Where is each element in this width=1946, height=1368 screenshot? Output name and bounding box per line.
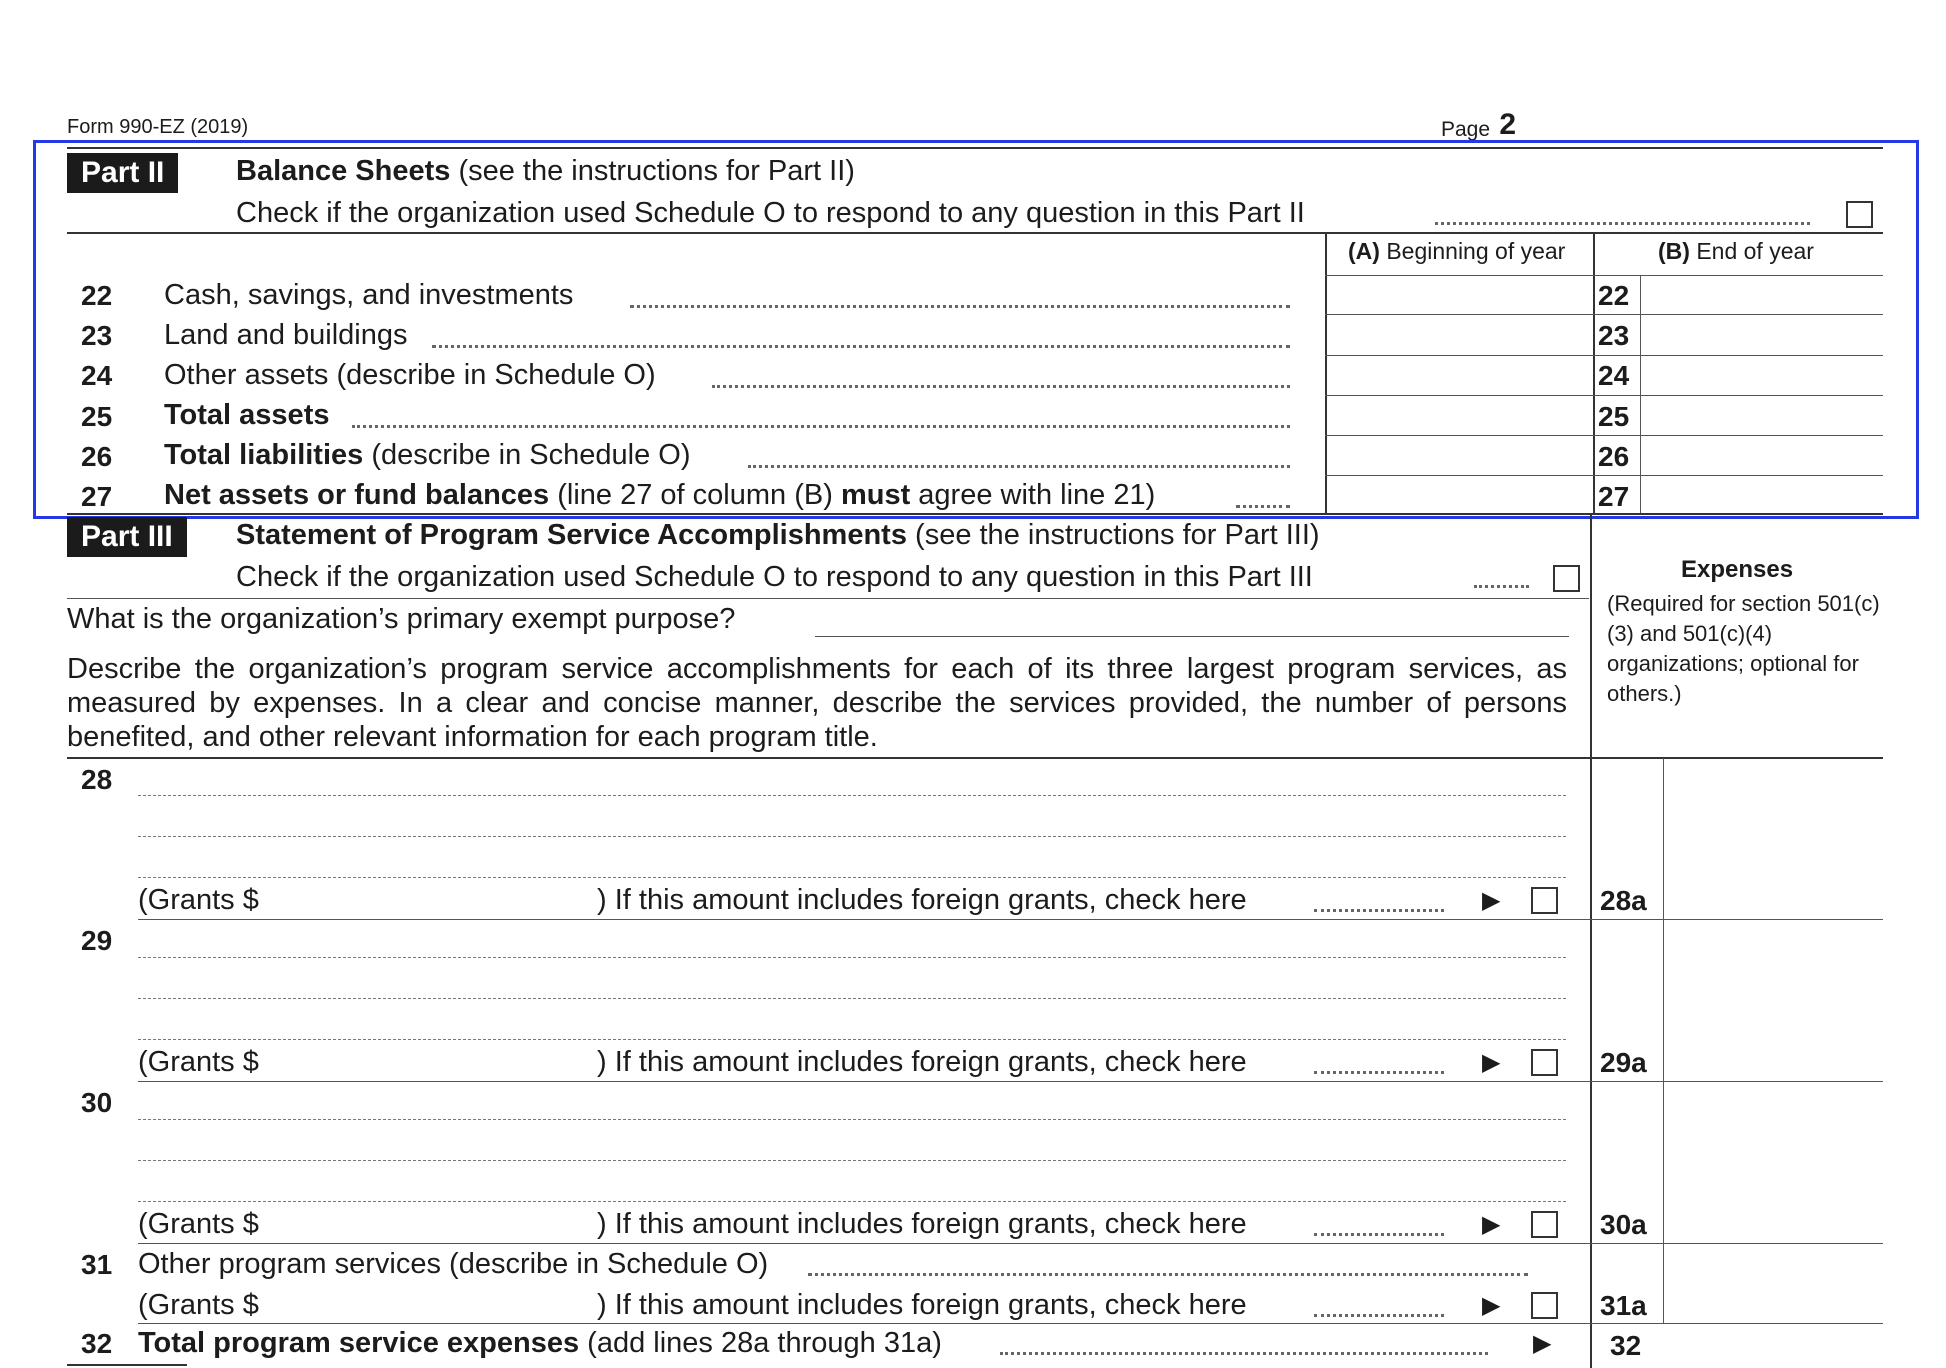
grants-suffix: ) If this amount includes foreign grants, check here: [597, 1208, 1247, 1240]
program-number: 30: [81, 1087, 113, 1118]
description-line[interactable]: [138, 1160, 1566, 1161]
box-number: 23: [1598, 320, 1630, 351]
grants-amount-field[interactable]: [262, 884, 592, 918]
expense-box-number: 29a: [1600, 1047, 1647, 1078]
expenses-column-rule: [1590, 515, 1592, 1368]
arrow-icon: ▶: [1482, 1211, 1501, 1238]
arrow-icon: ▶: [1482, 1292, 1501, 1319]
grants-suffix: ) If this amount includes foreign grants, check here: [597, 1289, 1247, 1321]
description-line[interactable]: [138, 836, 1566, 837]
part2-title-note: (see the instructions for Part II): [458, 155, 855, 187]
arrow-icon: ▶: [1533, 1330, 1552, 1357]
box-num-rule: [1663, 758, 1664, 920]
line-number: 23: [81, 320, 113, 351]
other-program-services-label: Other program services (describe in Schedule O): [138, 1248, 769, 1280]
box-number: 26: [1598, 441, 1630, 472]
total-label-bold: Total program service expenses: [138, 1327, 580, 1359]
line-number: 24: [81, 360, 113, 391]
grants-prefix: (Grants $: [138, 1046, 259, 1078]
line-number: 25: [81, 401, 113, 432]
line-label-rest: (describe in Schedule O): [371, 439, 691, 471]
primary-purpose-answer-line[interactable]: [815, 636, 1569, 637]
box-number: 24: [1598, 360, 1630, 391]
arrow-icon: ▶: [1482, 1049, 1501, 1076]
part2-title: Balance Sheets: [236, 155, 451, 187]
line-label-bold: Net assets or fund balances: [164, 479, 550, 511]
box-num-rule: [1663, 920, 1664, 1082]
expense-amount-cell[interactable]: [1665, 1246, 1881, 1322]
line-label-bold2: must: [840, 479, 911, 511]
part3-schedule-o-checkbox[interactable]: [1553, 565, 1580, 592]
leader-dots: [1474, 585, 1529, 588]
line-label-rest2: agree with line 21): [918, 479, 1156, 511]
line-number: 26: [81, 441, 113, 472]
description-line[interactable]: [138, 1201, 1566, 1202]
description-line[interactable]: [138, 1039, 1566, 1040]
box-num-rule: [1663, 1244, 1664, 1324]
foreign-grants-checkbox[interactable]: [1531, 1049, 1558, 1076]
program-number: 28: [81, 764, 113, 795]
expense-amount-cell[interactable]: [1665, 760, 1881, 918]
part3-schedule-check-text: Check if the organization used Schedule O to respond to any question in this Part III: [236, 561, 1313, 593]
part3-title-note: (see the instructions for Part III): [915, 519, 1320, 551]
arrow-icon: ▶: [1482, 887, 1501, 914]
box-number: 22: [1598, 280, 1630, 311]
line-label: Land and buildings: [164, 319, 408, 351]
row-rule: [138, 1081, 1883, 1082]
row-rule: [138, 1323, 1883, 1324]
box-num-rule: [1663, 1082, 1664, 1244]
grants-amount-field[interactable]: [262, 1289, 592, 1323]
total-program-expenses-label: [138, 1327, 942, 1360]
leader-dots: [808, 1273, 1528, 1276]
expense-box-number: 31a: [1600, 1290, 1647, 1321]
grants-prefix: (Grants $: [138, 884, 259, 916]
line-label-rest: (line 27 of column (B): [557, 479, 833, 511]
program-number: 31: [81, 1249, 113, 1280]
grants-prefix: (Grants $: [138, 1208, 259, 1240]
description-line[interactable]: [138, 795, 1566, 796]
box-number: 25: [1598, 401, 1630, 432]
expenses-note: (Required for section 501(c)(3) and 501(c)(4) organizations; optional for others.): [1607, 591, 1880, 706]
leader-dots: [1314, 1314, 1444, 1317]
total-line-number: 32: [81, 1328, 113, 1359]
foreign-grants-checkbox[interactable]: [1531, 1211, 1558, 1238]
expense-amount-cell[interactable]: [1665, 1084, 1881, 1242]
describe-bottom-rule: [67, 757, 1883, 759]
part3-check-rule: [67, 598, 1589, 599]
expense-amount-cell[interactable]: [1665, 1326, 1881, 1366]
line-label: Cash, savings, and investments: [164, 279, 574, 311]
page-label: Page: [1440, 118, 1490, 141]
row-rule: [138, 919, 1883, 920]
foreign-grants-checkbox[interactable]: [1531, 887, 1558, 914]
expense-box-number: 32: [1610, 1330, 1642, 1361]
grants-suffix: ) If this amount includes foreign grants, check here: [597, 884, 1247, 916]
part3-label: Part III: [67, 517, 187, 557]
form-id: Form 990-EZ (2019): [67, 116, 249, 138]
description-line[interactable]: [138, 877, 1566, 878]
foreign-grants-checkbox[interactable]: [1531, 1292, 1558, 1319]
part2-schedule-check-text: Check if the organization used Schedule O to respond to any question in this Part II: [236, 197, 1305, 229]
expense-box-number: 28a: [1600, 885, 1647, 916]
description-line[interactable]: [138, 998, 1566, 999]
leader-dots: [1314, 1071, 1444, 1074]
highlight-box: [33, 140, 1919, 519]
line-label: Other assets (describe in Schedule O): [164, 359, 656, 391]
leader-dots: [1314, 909, 1444, 912]
bottom-rule: [67, 1364, 187, 1366]
expense-box-number: 30a: [1600, 1209, 1647, 1240]
box-number: 27: [1598, 481, 1630, 512]
description-line[interactable]: [138, 957, 1566, 958]
total-label-rest: (add lines 28a through 31a): [587, 1327, 942, 1359]
col-b-prefix: (B): [1658, 238, 1690, 264]
col-a-text: Beginning of year: [1386, 238, 1566, 264]
leader-dots: [1000, 1352, 1488, 1355]
expenses-heading: Expenses: [1681, 556, 1794, 583]
part3-title: Statement of Program Service Accomplishments: [236, 519, 907, 551]
page-number: 2: [1499, 108, 1516, 141]
part2-label: Part II: [67, 153, 178, 193]
row-rule: [138, 1243, 1883, 1244]
grants-amount-field[interactable]: [262, 1046, 592, 1080]
expense-amount-cell[interactable]: [1665, 922, 1881, 1080]
col-b-text: End of year: [1696, 238, 1814, 264]
line-number: 22: [81, 280, 113, 311]
grants-suffix: ) If this amount includes foreign grants, check here: [597, 1046, 1247, 1078]
description-line[interactable]: [138, 1119, 1566, 1120]
grants-prefix: (Grants $: [138, 1289, 259, 1321]
line-label-bold: Total assets: [164, 399, 330, 431]
line-number: 27: [81, 481, 113, 512]
grants-amount-field[interactable]: [262, 1208, 592, 1242]
line-label-bold: Total liabilities: [164, 439, 364, 471]
leader-dots: [1314, 1233, 1444, 1236]
col-a-prefix: (A): [1348, 238, 1380, 264]
describe-instructions: Describe the organization’s program service accomplishments for each of its three largest program services, as measured by expenses. In a clear and concise manner, describe the services provided, the number of persons benefited, and other relevant information for each program title.: [67, 653, 1567, 753]
part3-heading: [236, 519, 1320, 552]
primary-purpose-question: What is the organization’s primary exempt purpose?: [67, 603, 736, 635]
program-number: 29: [81, 925, 113, 956]
